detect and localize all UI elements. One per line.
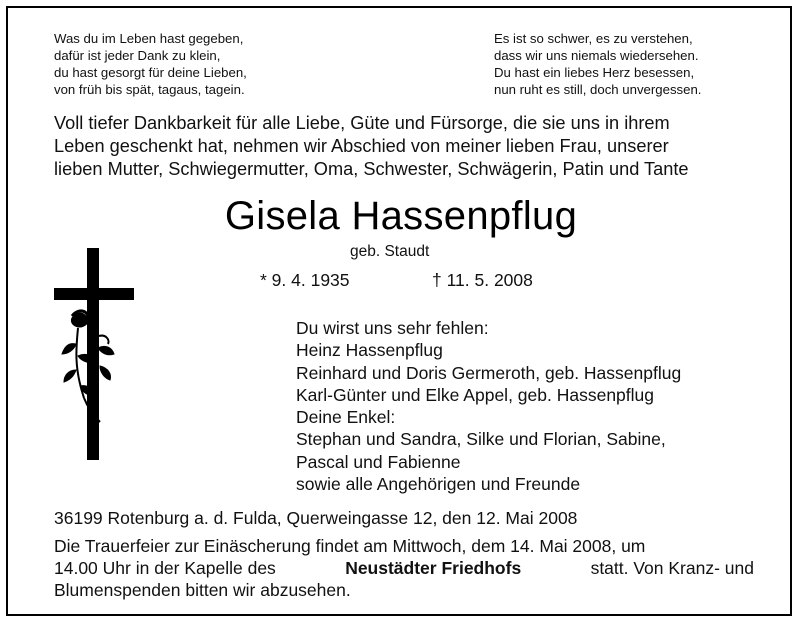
poem-left-line: dafür ist jeder Dank zu klein, — [54, 48, 221, 63]
funeral-line: Blumenspenden bitten wir abzusehen. — [54, 580, 351, 600]
funeral-line — [54, 557, 754, 579]
mourners-line: Deine Enkel: — [296, 407, 396, 428]
poem-left-line: du hast gesorgt für deine Lieben, — [54, 65, 247, 80]
intro-text — [54, 112, 784, 181]
mourners-line: Pascal und Fabienne — [296, 451, 461, 472]
intro-line: Voll tiefer Dankbarkeit für alle Liebe, Güte und Fürsorge, die sie uns in ihrem — [54, 113, 670, 133]
cross-with-rose-icon — [54, 248, 134, 462]
mourners-line: Karl-Günter und Elke Appel, geb. Hassenpflug — [296, 384, 654, 405]
funeral-line-text: Die Trauerfeier zur Einäscherung findet am Mittwoch, dem 14. Mai 2008, um — [54, 536, 646, 556]
poem-right-line: dass wir uns niemals wiedersehen. — [494, 48, 699, 63]
mourners-list — [296, 317, 681, 495]
poem-right-line: Es ist so schwer, es zu verstehen, — [494, 31, 693, 46]
mourners-line: Reinhard und Doris Germeroth, geb. Hassenpflug — [296, 362, 682, 383]
deceased-name: Gisela Hassenpflug — [224, 194, 578, 238]
poem-right-line: Du hast ein liebes Herz besessen, — [494, 65, 695, 80]
birth-date: * 9. 4. 1935 — [260, 270, 350, 290]
poem-left — [54, 30, 247, 98]
mourners-line: Du wirst uns sehr fehlen: — [296, 318, 489, 338]
poem-right-line: nun ruht es still, doch unvergessen. — [494, 82, 702, 97]
cemetery-name: Neustädter Friedhofs — [345, 558, 522, 578]
funeral-line-text: statt. Von Kranz- und — [590, 558, 754, 578]
maiden-name: geb. Staudt — [350, 243, 430, 260]
mourners-line: Stephan und Sandra, Silke und Florian, Sabine, — [296, 429, 666, 450]
mourners-line: Heinz Hassenpflug — [296, 340, 443, 361]
funeral-line-text: 14.00 Uhr in der Kapelle des — [54, 558, 276, 578]
poem-right — [494, 30, 701, 98]
obituary-notice — [6, 6, 792, 616]
poem-left-line: Was du im Leben hast gegeben, — [54, 31, 244, 46]
death-date: † 11. 5. 2008 — [432, 270, 533, 290]
intro-line: lieben Mutter, Schwiegermutter, Oma, Schwester, Schwägerin, Patin und Tante — [54, 159, 689, 179]
place-and-date: 36199 Rotenburg a. d. Fulda, Querweingasse 12, den 12. Mai 2008 — [54, 508, 578, 528]
funeral-line — [54, 535, 754, 557]
intro-line: Leben geschenkt hat, nehmen wir Abschied von meiner lieben Frau, unserer — [54, 136, 669, 156]
mourners-line: sowie alle Angehörigen und Freunde — [296, 474, 581, 495]
funeral-info — [54, 535, 754, 601]
poem-left-line: von früh bis spät, tagaus, tagein. — [54, 82, 245, 97]
